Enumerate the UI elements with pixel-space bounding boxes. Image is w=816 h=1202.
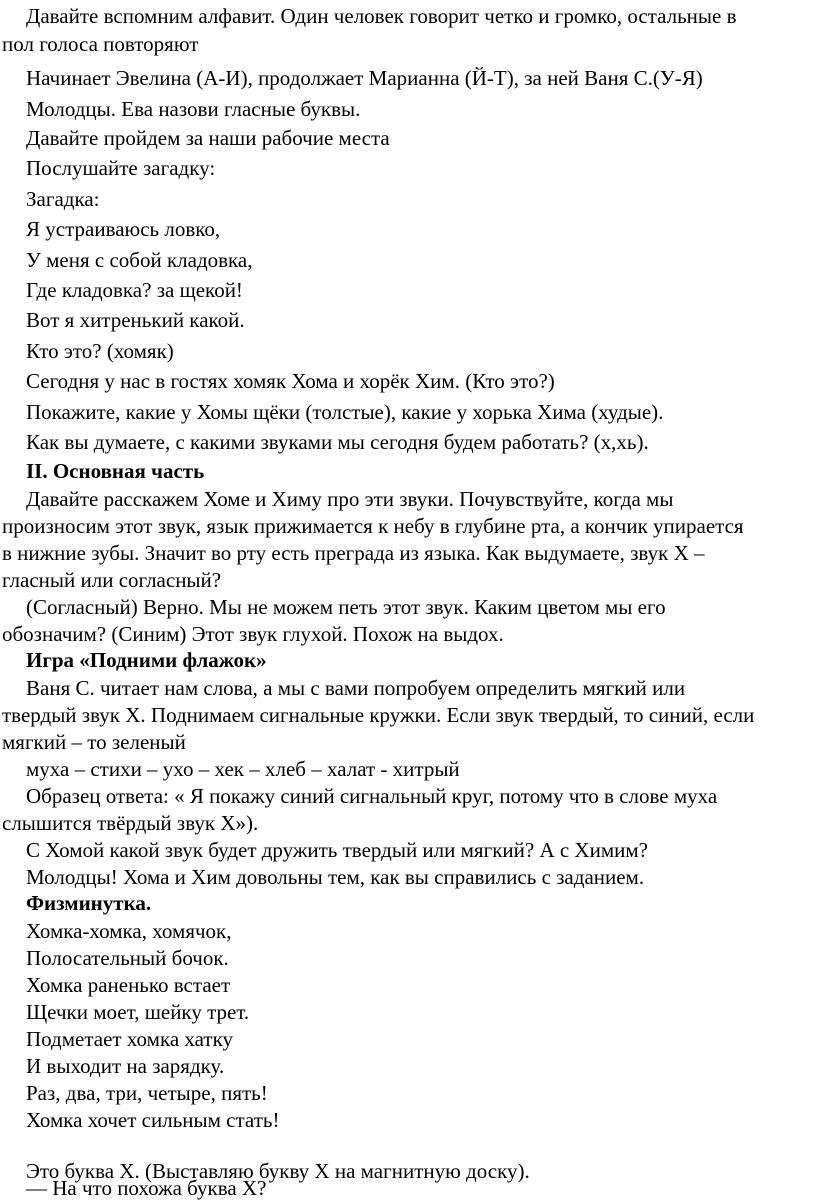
paragraph-line: произносим этот звук, язык прижимается к небу в глубине рта, а кончик упирается [2, 514, 744, 538]
word-list: муха – стихи – ухо – хек – хлеб – халат - хитрый [26, 757, 460, 781]
paragraph-line: Ваня С. читает нам слова, а мы с вами попробуем определить мягкий или [26, 676, 686, 700]
paragraph-line: Послушайте загадку: [26, 156, 216, 180]
paragraph-line: (Согласный) Верно. Мы не можем петь этот звук. Каким цветом мы его [26, 595, 666, 619]
game-heading: Игра «Подними флажок» [26, 648, 267, 672]
paragraph-line: Кто это? (хомяк) [26, 339, 174, 363]
exercise-heading: Физминутка. [26, 891, 152, 915]
paragraph-line: Образец ответа: « Я покажу синий сигнальный круг, потому что в слове муха [26, 784, 718, 808]
paragraph-line: Давайте пройдем за наши рабочие места [26, 126, 390, 150]
poem-line: Щечки моет, шейку трет. [26, 1000, 250, 1024]
paragraph-line: твердый звук Х. Поднимаем сигнальные кружки. Если звук твердый, то синий, если [2, 703, 755, 727]
poem-line: И выходит на зарядку. [26, 1054, 225, 1078]
riddle-title: Загадка: [26, 187, 100, 211]
riddle-line: У меня с собой кладовка, [26, 248, 253, 272]
paragraph-line: Давайте вспомним алфавит. Один человек говорит четко и громко, остальные в [26, 4, 737, 28]
paragraph-line: слышится твёрдый звук Х»). [2, 811, 259, 835]
poem-line: Хомка хочет сильным стать! [26, 1108, 280, 1132]
riddle-line: Вот я хитренький какой. [26, 308, 245, 332]
paragraph-line: Начинает Эвелина (А-И), продолжает Марианна (Й-Т), за ней Ваня С.(У-Я) [26, 66, 703, 90]
paragraph-line: — На что похожа буква Х? [26, 1176, 267, 1200]
riddle-line: Я устраиваюсь ловко, [26, 217, 221, 241]
paragraph-line: Как вы думаете, с какими звуками мы сегодня будем работать? (х,хь). [26, 430, 649, 454]
poem-line: Полосательный бочок. [26, 946, 229, 970]
paragraph-line: Молодцы! Хома и Хим довольны тем, как вы справились с заданием. [26, 865, 645, 889]
poem-line: Хомка-хомка, хомячок, [26, 919, 232, 943]
paragraph-line: Молодцы. Ева назови гласные буквы. [26, 97, 361, 121]
paragraph-line: пол голоса повторяют [2, 32, 199, 56]
poem-line: Подметает хомка хатку [26, 1027, 233, 1051]
paragraph-line: Сегодня у нас в гостях хомяк Хома и хорёк Хим. (Кто это?) [26, 369, 555, 393]
paragraph-line: мягкий – то зеленый [2, 730, 186, 754]
paragraph-line: С Хомой какой звук будет дружить твердый или мягкий? А с Химим? [26, 838, 648, 862]
paragraph-line: в нижние зубы. Значит во рту есть преграда из языка. Как выдумаете, звук Х – [2, 541, 705, 565]
poem-line: Раз, два, три, четыре, пять! [26, 1081, 268, 1105]
section-heading: II. Основная часть [26, 459, 205, 483]
paragraph-line: Покажите, какие у Хомы щёки (толстые), какие у хорька Хима (худые). [26, 400, 664, 424]
paragraph-line: Это буква Х. (Выставляю букву Х на магнитную доску). [26, 1159, 530, 1183]
paragraph-line: гласный или согласный? [2, 568, 222, 592]
paragraph-line: обозначим? (Синим) Этот звук глухой. Похож на выдох. [2, 622, 504, 646]
paragraph-line: Давайте расскажем Хоме и Химу про эти звуки. Почувствуйте, когда мы [26, 487, 674, 511]
poem-line: Хомка раненько встает [26, 973, 231, 997]
riddle-line: Где кладовка? за щекой! [26, 278, 243, 302]
